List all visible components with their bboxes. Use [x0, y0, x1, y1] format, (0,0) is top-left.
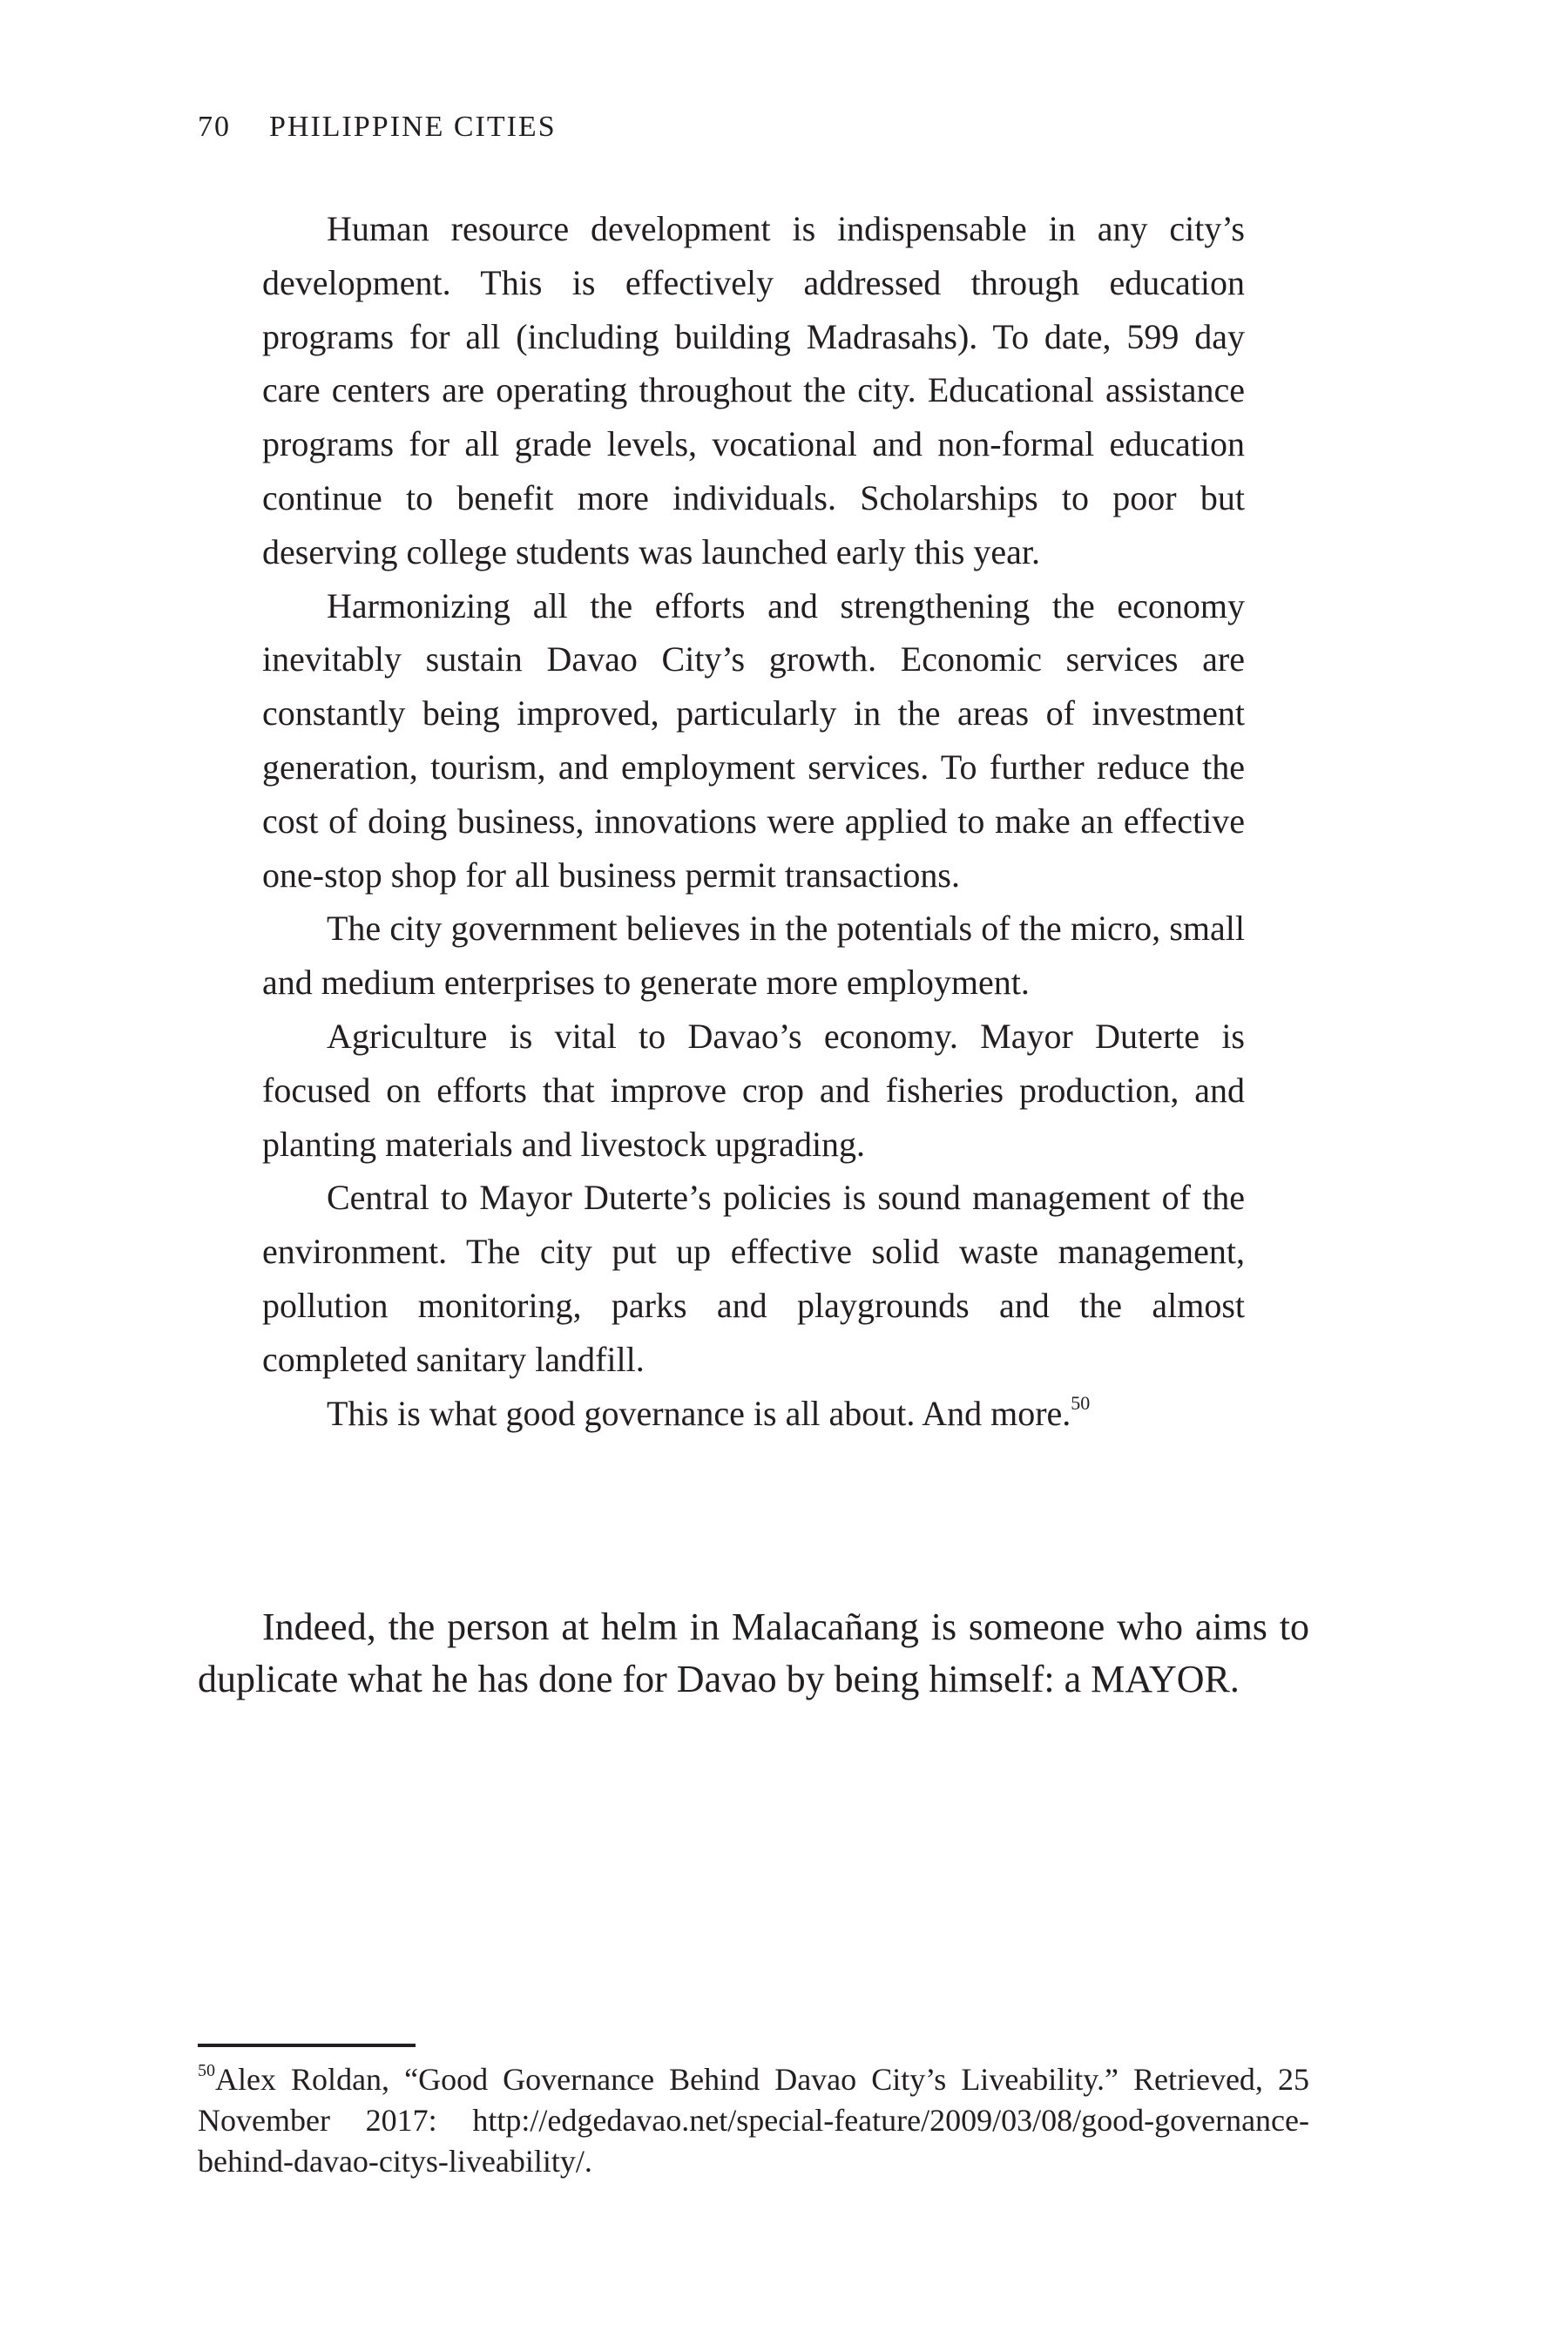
quote-paragraph-environment: Central to Mayor Duterte’s policies is sound management of the environment. The city put up effective solid waste management, pollution monitoring, parks and playgrounds and the almost completed sanitary landfill.	[262, 1178, 1245, 1379]
block-quote	[262, 202, 1245, 1440]
quote-paragraph-closing	[262, 1387, 1245, 1441]
footnote-divider	[198, 2044, 416, 2047]
running-head	[198, 106, 557, 148]
footnote-reference[interactable]: 50	[1071, 1391, 1091, 1414]
page-number: 70	[198, 111, 231, 143]
quote-closing-text: This is what good governance is all about. And more.	[327, 1393, 1071, 1433]
quote-paragraph-agriculture: Agriculture is vital to Davao’s economy. Mayor Duterte is focused on efforts that improve crop and fisheries production, and planting materials and livestock upgrading.	[262, 1016, 1245, 1164]
footnote-number: 50	[198, 2061, 215, 2080]
footnote-citation: Alex Roldan, “Good Governance Behind Davao City’s Liveability.” Retrieved, 25 November 2017:	[198, 2062, 1309, 2138]
conclusion-paragraph: Indeed, the person at helm in Malacañang is someone who aims to duplicate what he has done for Davao by being himself: a MAYOR.	[198, 1605, 1309, 1700]
footnote	[198, 2059, 1309, 2182]
quote-paragraph-enterprises: The city government believes in the potentials of the micro, small and medium enterprises to generate more employment.	[262, 909, 1245, 1003]
quote-paragraph-education: Human resource development is indispensable in any city’s development. This is effectively addressed through education programs for all (including building Madrasahs). To date, 599 day care centers are operating throughout the city. Educational assistance programs for all grade levels, vocational and non-formal education continue to benefit more individuals. Scholarships to poor but deserving college students was launched early this year.	[262, 209, 1245, 571]
quote-paragraph-economy: Harmonizing all the efforts and strengthening the economy inevitably sustain Davao City’s growth. Economic services are constantly being improved, particularly in the areas of investment generation, tourism, and employment services. To further reduce the cost of doing business, innovations were applied to make an effective one-stop shop for all business permit transactions.	[262, 585, 1245, 895]
running-title: PHILIPPINE CITIES	[269, 111, 557, 143]
footnote-url[interactable]: http://edgedavao.net/special-feature/2009/03/08/good-governance-behind-davao-citys-liveability/.	[198, 2103, 1310, 2179]
